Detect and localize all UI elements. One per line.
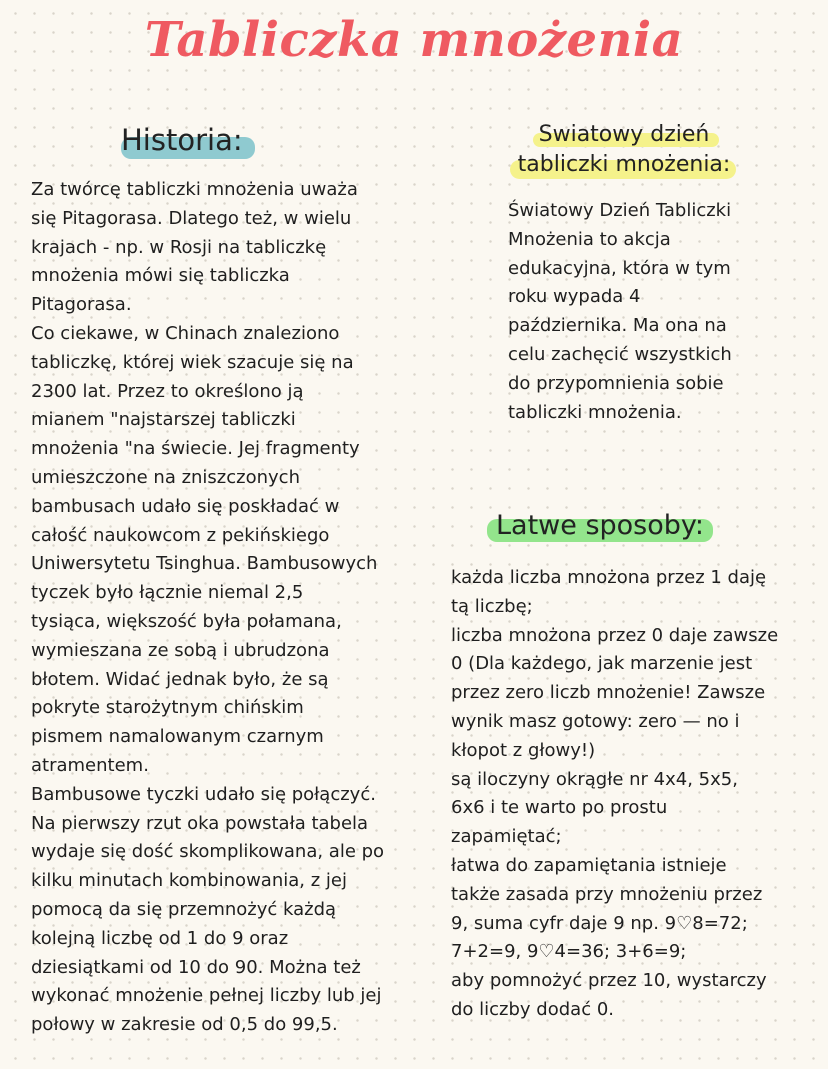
world-day-line: Mnożenia to akcja [508,228,671,250]
history-heading [121,123,243,157]
easy-ways-line: 7+2=9, 9♡4=36; 3+6=9; [451,941,687,963]
history-line: Pitagorasa. [31,294,132,316]
world-day-line: Światowy Dzień Tabliczki [508,200,732,221]
history-line: połowy w zakresie od 0,5 do 99,5. [31,1014,338,1036]
easy-ways-line: liczba mnożona przez 0 daje zawsze [451,624,779,646]
history-line: wydaje się dość skomplikowana, ale po [31,841,385,863]
easy-ways-line: wynik masz gotowy: zero — no i [451,710,740,732]
easy-ways-line: 0 (Dla każdego, jak marzenie jest [451,653,753,675]
history-line: tysiąca, większość była połamana, [31,610,342,632]
history-line: Na pierwszy rzut oka powstała tabela [31,812,369,834]
history-line: tabliczkę, której wiek szacuje się na [31,351,354,373]
easy-ways-line: 9, suma cyfr daje 9 np. 9♡8=72; [451,912,748,934]
easy-ways-line: zapamiętać; [451,826,562,848]
history-line: się Pitagorasa. Dlatego też, w wielu [31,207,352,229]
world-day-line: edukacyjna, która w tym [508,257,731,279]
easy-ways-line: kłopot z głowy!) [451,739,596,761]
history-line: wykonać mnożenie pełnej liczby lub jej [31,985,382,1007]
world-day-heading-line2: tabliczki mnożenia: [517,152,731,177]
history-line: tyczek było łącznie niemal 2,5 [31,582,304,604]
history-line: dziesiątkami od 10 do 90. Można też [31,956,361,978]
easy-ways-heading [496,510,704,541]
history-line: błotem. Widać jednak było, że są [31,668,329,690]
history-line: 2300 lat. Przez to określono ją [31,380,304,402]
easy-ways-line: aby pomnożyć przez 10, wystarczy [451,970,767,992]
easy-ways-line: każda liczba mnożona przez 1 daję [451,567,767,588]
history-line: pomocą da się przemnożyć każdą [31,898,337,920]
history-line: krajach - np. w Rosji na tabliczkę [31,236,327,258]
history-line: mianem "najstarszej tabliczki [31,409,296,431]
history-line: bambusach udało się poskładać w [31,495,340,517]
history-line: pismem namalowanym czarnym [31,726,324,748]
easy-ways-line: łatwa do zapamiętania istnieje [451,854,727,876]
history-line: mnożenia mówi się tabliczka [31,265,290,287]
easy-ways-text [451,564,778,1025]
history-line: Co ciekawe, w Chinach znaleziono [31,322,340,344]
history-line: Uniwersytetu Tsinghua. Bambusowych [31,553,378,575]
world-day-line: do przypomnienia sobie [508,372,724,394]
world-day-line: celu zachęcić wszystkich [508,343,732,365]
easy-ways-line: 6x6 i te warto po prostu [451,797,668,819]
history-line: pokryte starożytnym chińskim [31,697,304,719]
world-day-heading-line1: Swiatowy dzień [538,122,710,147]
world-day-heading [516,120,732,180]
easy-ways-line: do liczby dodać 0. [451,998,614,1020]
easy-ways-line: przez zero liczb mnożenie! Zawsze [451,682,766,704]
history-line: mnożenia "na świecie. Jej fragmenty [31,438,360,460]
history-line: wymieszana ze sobą i ubrudzona [31,639,330,661]
world-day-text [508,197,732,427]
world-day-line: roku wypada 4 [508,286,641,308]
history-line: kilku minutach kombinowania, z jej [31,870,347,892]
world-day-line: października. Ma ona na [508,315,727,337]
easy-ways-line: są iloczyny okrągłe nr 4x4, 5x5, [451,768,738,790]
history-heading-text: Historia: [121,123,243,157]
history-line: umieszczone na zniszczonych [31,466,300,488]
history-line: Za twórcę tabliczki mnożenia uważa [31,179,358,200]
world-day-line: tabliczki mnożenia. [508,401,682,423]
easy-ways-heading-text: Latwe sposoby: [496,510,705,541]
history-line: Bambusowe tyczki udało się połączyć. [31,783,376,805]
page-title: Tabliczka mnożenia [144,12,684,68]
easy-ways-line: tą liczbę; [451,595,533,617]
history-line: atramentem. [31,754,149,776]
history-line: kolejną liczbę od 1 do 9 oraz [31,927,289,949]
easy-ways-line: także zasada przy mnożeniu przez [451,883,763,905]
history-text [31,176,384,1040]
history-line: całość naukowcom z pekińskiego [31,524,330,546]
